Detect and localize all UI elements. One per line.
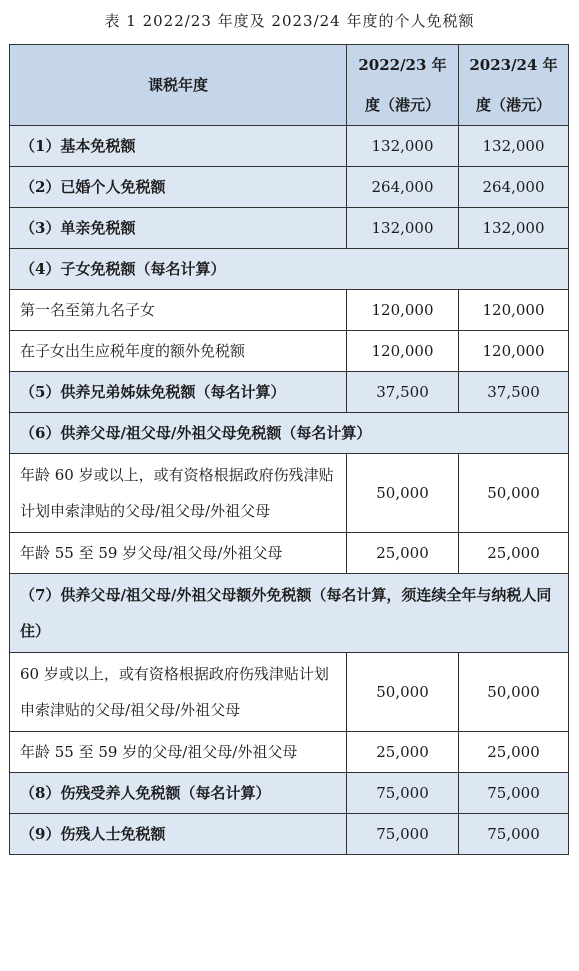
row-label: 在子女出生应税年度的额外免税额: [10, 331, 347, 372]
row-label: （2）已婚个人免税额: [10, 167, 347, 208]
row-label: 第一名至第九名子女: [10, 290, 347, 331]
header-tax-year: 课税年度: [10, 45, 347, 126]
table-row: [10, 814, 569, 855]
row-value-2023-24: 25,000: [459, 732, 569, 773]
row-value-2022-23: 132,000: [347, 126, 459, 167]
row-value-2023-24: 75,000: [459, 773, 569, 814]
row-value-2023-24: 132,000: [459, 126, 569, 167]
table-header-row: [10, 45, 569, 126]
table-row: [10, 653, 569, 732]
table-row: [10, 732, 569, 773]
section-row: [10, 574, 569, 653]
table-row: [10, 290, 569, 331]
row-value-2023-24: 37,500: [459, 372, 569, 413]
table-caption: 表 1 2022/23 年度及 2023/24 年度的个人免税额: [104, 12, 475, 30]
row-label: （5）供养兄弟姊妹免税额（每名计算）: [10, 372, 347, 413]
row-value-2022-23: 75,000: [347, 773, 459, 814]
row-label: 60 岁或以上，或有资格根据政府伤残津贴计划申索津贴的父母/祖父母/外祖父母: [10, 653, 347, 732]
row-value-2023-24: 25,000: [459, 533, 569, 574]
row-value-2022-23: 25,000: [347, 732, 459, 773]
row-value-2023-24: 50,000: [459, 653, 569, 732]
row-value-2023-24: 120,000: [459, 331, 569, 372]
section-heading: （7）供养父母/祖父母/外祖父母额外免税额（每名计算，须连续全年与纳税人同住）: [10, 574, 569, 653]
row-label: （9）伤残人士免税额: [10, 814, 347, 855]
row-value-2022-23: 120,000: [347, 331, 459, 372]
row-label: （1）基本免税额: [10, 126, 347, 167]
row-label: 年龄 55 至 59 岁的父母/祖父母/外祖父母: [10, 732, 347, 773]
row-label: 年龄 55 至 59 岁父母/祖父母/外祖父母: [10, 533, 347, 574]
row-value-2022-23: 50,000: [347, 653, 459, 732]
table-row: [10, 454, 569, 533]
row-value-2022-23: 264,000: [347, 167, 459, 208]
row-label: （8）伤残受养人免税额（每名计算）: [10, 773, 347, 814]
row-label: （3）单亲免税额: [10, 208, 347, 249]
section-heading: （4）子女免税额（每名计算）: [10, 249, 569, 290]
row-value-2022-23: 132,000: [347, 208, 459, 249]
row-value-2023-24: 264,000: [459, 167, 569, 208]
row-label: 年龄 60 岁或以上，或有资格根据政府伤残津贴计划申索津贴的父母/祖父母/外祖父母: [10, 454, 347, 533]
table-row: [10, 126, 569, 167]
row-value-2023-24: 50,000: [459, 454, 569, 533]
row-value-2022-23: 25,000: [347, 533, 459, 574]
header-2022-23: 2022/23 年度（港元）: [347, 45, 459, 126]
table-row: [10, 533, 569, 574]
allowance-table: [9, 44, 569, 855]
row-value-2022-23: 37,500: [347, 372, 459, 413]
row-value-2023-24: 120,000: [459, 290, 569, 331]
table-row: [10, 167, 569, 208]
table-row: [10, 372, 569, 413]
row-value-2022-23: 50,000: [347, 454, 459, 533]
header-2023-24: 2023/24 年度（港元）: [459, 45, 569, 126]
section-heading: （6）供养父母/祖父母/外祖父母免税额（每名计算）: [10, 413, 569, 454]
table-row: [10, 208, 569, 249]
row-value-2023-24: 132,000: [459, 208, 569, 249]
section-row: [10, 413, 569, 454]
row-value-2022-23: 75,000: [347, 814, 459, 855]
table-row: [10, 331, 569, 372]
row-value-2023-24: 75,000: [459, 814, 569, 855]
section-row: [10, 249, 569, 290]
table-row: [10, 773, 569, 814]
row-value-2022-23: 120,000: [347, 290, 459, 331]
